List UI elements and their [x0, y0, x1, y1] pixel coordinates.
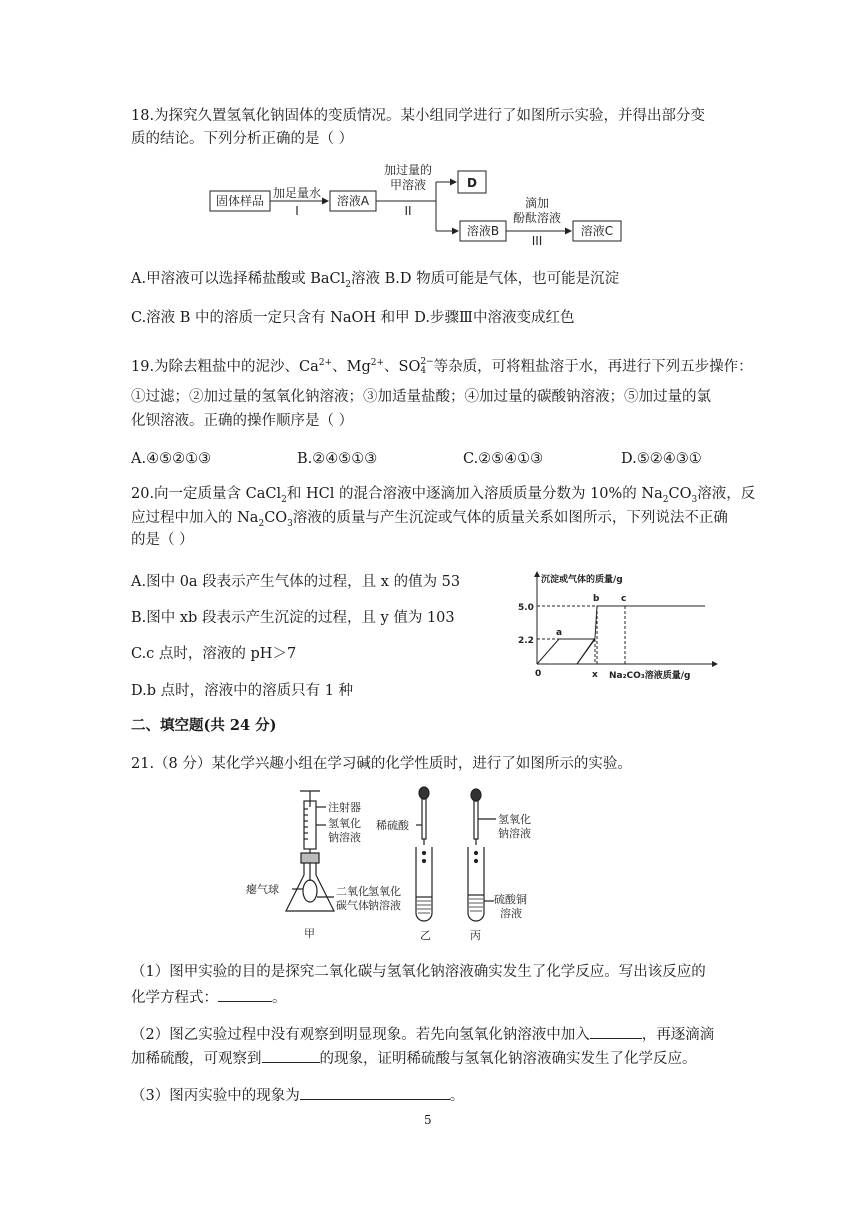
flow-step3-label2: 酚酞溶液	[512, 211, 562, 225]
q20-sub-e: 3	[287, 518, 293, 529]
q19-text-c: 、SO	[384, 358, 421, 375]
dropper-bulb-bing	[471, 789, 481, 801]
q19-option-c: C.②⑤④①③	[463, 451, 544, 467]
label-co2-2: 碳气体	[336, 899, 369, 912]
label-yi-naoh-2: 钠溶液	[368, 899, 401, 912]
q20-text-f: CO	[264, 510, 288, 526]
q20-text-g: 溶液的质量与产生沉淀或气体的质量关系如图所示，下列说法不正确	[292, 510, 728, 526]
label-bing: 丙	[470, 929, 481, 942]
q18-line1: 18.为探究久置氢氧化钠固体的变质情况。某小组同学进行了如图所示实验，并得出部分变	[131, 108, 706, 124]
q21-part1-line2	[131, 985, 287, 1008]
test-tube-yi	[416, 847, 432, 921]
graph-point-b: b	[593, 594, 600, 604]
label-balloon: 瘪气球	[246, 883, 279, 896]
q20-option-a: A.图中 0a 段表示产生气体的过程，且 x 的值为 53	[131, 574, 461, 590]
q19-sup-ca: 2+	[318, 358, 333, 368]
q19-line2: ①过滤；②加过量的氢氧化钠溶液；③加适量盐酸；④加过量的碳酸钠溶液；⑤加过量的氯	[131, 389, 711, 405]
q19-so4-charge	[420, 358, 433, 376]
page-number: 5	[424, 1113, 432, 1127]
q18-flowchart	[200, 162, 630, 252]
flow-step3-num: III	[531, 234, 543, 248]
flow-step2-label2: 甲溶液	[389, 178, 427, 192]
label-bing-naoh-2: 钠溶液	[498, 827, 531, 840]
q19-line3: 化钡溶液。正确的操作顺序是（ ）	[131, 413, 354, 429]
answer-blank-4[interactable]	[300, 1083, 450, 1100]
q19-option-d: D.⑤②④③①	[621, 451, 702, 467]
q21-part1-line1: （1）图甲实验的目的是探究二氧化碳与氢氧化钠溶液确实发生了化学反应。写出该反应的	[131, 964, 706, 980]
flow-step1-num: I	[295, 204, 299, 218]
q19-sup-so: 2−	[420, 356, 434, 367]
syringe-barrel	[304, 801, 316, 849]
q20-text-b: 和 HCl 的混合溶液中逐滴加入溶质质量分数为 10%的 Na	[286, 486, 663, 502]
q20-option-d: D.b 点时，溶液中的溶质只有 1 种	[131, 683, 354, 699]
graph-xlabel: Na₂CO₃溶液质量/g	[609, 671, 691, 681]
q21-part2-text-d: 的现象，证明稀硫酸与氢氧化钠溶液确实发生了化学反应。	[319, 1051, 697, 1067]
dropper-tube-yi	[422, 799, 426, 839]
q21-part3	[131, 1083, 464, 1106]
q21-apparatus-figure	[240, 785, 540, 945]
flow-solA: 溶液A	[336, 194, 370, 208]
answer-blank-3[interactable]	[262, 1046, 320, 1063]
q21-part2-line1	[131, 1022, 714, 1045]
q21-part3-end: 。	[449, 1088, 465, 1104]
answer-blank-2[interactable]	[590, 1022, 642, 1039]
q20-text-a: 20.向一定质量含 CaCl	[131, 486, 282, 502]
q20-option-b: B.图中 xb 段表示产生沉淀的过程，且 y 值为 103	[131, 610, 455, 626]
balloon	[303, 880, 317, 902]
q21-intro: 21.（8 分）某化学兴趣小组在学习碱的化学性质时，进行了如图所示的实验。	[131, 756, 632, 772]
label-yi-naoh-1: 氢氧化	[368, 885, 401, 898]
label-jia: 甲	[304, 927, 315, 940]
q18-options-ab	[131, 269, 619, 295]
label-cuso4-1: 硫酸铜	[494, 893, 527, 906]
q19-sub-so: 4	[420, 365, 427, 376]
q19-line1	[131, 353, 753, 377]
label-yi: 乙	[420, 929, 431, 942]
graph-point-a: a	[556, 628, 563, 638]
q19-text-d: 等杂质，可将粗盐溶于水，再进行下列五步操作：	[433, 358, 753, 375]
graph-ylabel: 沉淀或气体的质量/g	[541, 575, 623, 585]
q21-part2-text-c: 加稀硫酸，可观察到	[131, 1051, 262, 1067]
q20-graph	[515, 568, 725, 683]
q21-part1-end: 。	[272, 990, 287, 1006]
q20-sub-d: 2	[258, 518, 265, 529]
q18-optB: 溶液 B.D 物质可能是气体，也可能是沉淀	[350, 271, 620, 287]
graph-tick-2: 2.2	[518, 636, 534, 646]
label-naoh-2: 钠溶液	[328, 831, 361, 844]
q20-text-d: 溶液，反	[697, 486, 756, 502]
flow-D: D	[467, 176, 477, 190]
q19-text-a: 19.为除去粗盐中的泥沙、Ca	[131, 358, 319, 375]
q20-sub-a: 2	[281, 494, 287, 505]
graph-origin: 0	[535, 669, 542, 679]
flow-solB: 溶液B	[466, 224, 500, 238]
q21-part2-text-b: ，再逐滴滴	[641, 1027, 715, 1043]
flow-step1-label: 加足量水	[272, 186, 322, 200]
graph-tick-5: 5.0	[518, 603, 534, 613]
label-bing-naoh-1: 氢氧化	[498, 813, 531, 826]
q18-optA-sub: 2	[345, 279, 351, 290]
q18-options-cd: C.溶液 B 中的溶质一定只含有 NaOH 和甲 D.步骤Ⅲ中溶液变成红色	[131, 310, 575, 326]
q20-text-c: CO	[668, 486, 692, 502]
answer-blank-1[interactable]	[218, 985, 272, 1002]
q20-sub-c: 3	[691, 494, 698, 505]
q20-line3: 的是（ ）	[131, 532, 194, 548]
q21-part2-text-a: （2）图乙实验过程中没有观察到明显现象。若先向氢氧化钠溶液中加入	[131, 1027, 590, 1043]
q20-line2	[131, 508, 728, 534]
test-tube-bing	[468, 847, 484, 921]
flow-step2-label1: 加过量的	[383, 163, 433, 177]
flask-stopper	[301, 853, 319, 863]
q21-part1-text: 化学方程式：	[131, 990, 218, 1006]
flow-solC: 溶液C	[580, 224, 614, 238]
flow-step2-num: II	[404, 204, 412, 218]
graph-precip-line	[577, 606, 705, 664]
q20-text-e: 应过程中加入的 Na	[131, 510, 259, 526]
q21-part2-line2	[131, 1046, 697, 1069]
graph-point-x: x	[592, 670, 598, 680]
section-title: 二、填空题(共 24 分)	[131, 717, 277, 734]
q19-sup-mg: 2+	[370, 358, 385, 368]
q21-part3-text: （3）图丙实验中的现象为	[131, 1088, 300, 1104]
dropper-tube-bing	[474, 801, 478, 839]
label-cuso4-2: 溶液	[500, 907, 522, 920]
q20-line1	[131, 484, 755, 510]
dropper-bulb-yi	[419, 787, 429, 799]
q20-sub-b: 2	[662, 494, 669, 505]
label-syringe: 注射器	[328, 801, 361, 814]
q19-text-b: 、Mg	[332, 358, 371, 375]
label-naoh-1: 氢氧化	[328, 817, 361, 830]
flow-sample: 固体样品	[215, 194, 265, 208]
label-h2so4: 稀硫酸	[376, 819, 409, 832]
q19-option-b: B.②④⑤①③	[297, 451, 378, 467]
q20-option-c: C.c 点时，溶液的 pH＞7	[131, 646, 297, 662]
q18-optA: A.甲溶液可以选择稀盐酸或 BaCl	[131, 271, 346, 287]
graph-point-c: c	[621, 594, 627, 604]
q18-line2: 质的结论。下列分析正确的是（ ）	[131, 131, 354, 147]
q19-option-a: A.④⑤②①③	[131, 451, 212, 467]
label-co2-1: 二氧化	[336, 885, 369, 898]
flow-step3-label1: 滴加	[524, 196, 550, 210]
